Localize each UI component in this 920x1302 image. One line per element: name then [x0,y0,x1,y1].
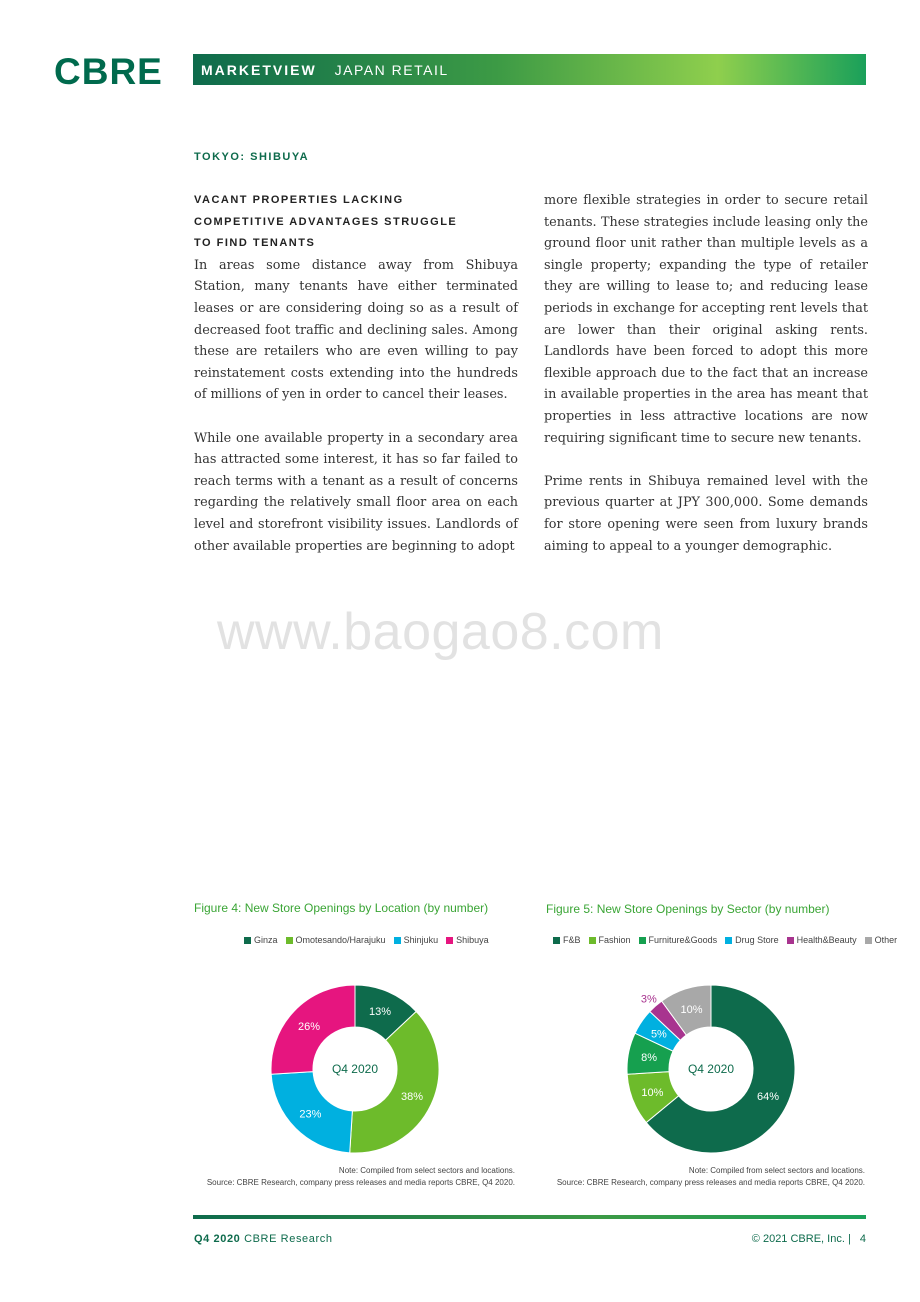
legend-swatch [446,937,453,944]
figure-5-title: Figure 5: New Store Openings by Sector (by number) [546,902,830,916]
legend-label: Fashion [598,935,631,945]
legend-swatch [244,937,251,944]
legend-swatch [787,937,794,944]
footer-left [194,1233,333,1245]
footer-research: CBRE Research [244,1233,333,1245]
figure-5-donut-chart [626,984,796,1154]
footer-right [752,1233,866,1245]
note-text: Note: Compiled from select sectors and locations. [688,1166,865,1175]
article-heading [194,190,518,255]
report-title: JAPAN RETAIL [334,61,449,78]
marketview-label: MARKETVIEW [201,61,317,78]
legend-item [553,935,581,945]
footer-rule [193,1215,866,1219]
donut-data-label: 10% [680,1004,703,1017]
figure-5-legend [553,935,905,945]
donut-data-label: 23% [299,1108,322,1121]
source-text: Source: CBRE Research, company press releases and media reports CBRE, Q4 2020. [556,1178,865,1187]
paragraph: Prime rents in Shibuya remained level with the previous quarter at JPY 300,000. Some demands for store opening were seen from luxury brands aiming to appeal to a younger demographic. [544,473,868,554]
source-text: Source: CBRE Research, company press releases and media reports CBRE, Q4 2020. [206,1178,515,1187]
legend-swatch [865,937,872,944]
heading-line: COMPETITIVE ADVANTAGES STRUGGLE [194,215,458,228]
legend-item [589,935,631,945]
donut-data-label: 8% [641,1052,658,1065]
donut-data-label: 26% [298,1020,321,1033]
legend-item [244,935,278,945]
legend-swatch [639,937,646,944]
legend-label: Drug Store [735,935,779,945]
legend-item [446,935,489,945]
figure-4-title: Figure 4: New Store Openings by Location (by number) [194,901,489,915]
legend-label: Furniture&Goods [648,935,718,945]
legend-label: Shinjuku [403,935,439,945]
legend-item [639,935,718,945]
legend-label: F&B [563,935,581,945]
legend-swatch [286,937,293,944]
donut-data-label: 10% [641,1087,664,1100]
figure-5-note [557,1165,865,1189]
article-right-column [544,190,868,579]
legend-label: Omotesando/Harajuku [295,935,386,945]
note-text: Note: Compiled from select sectors and locations. [338,1166,515,1175]
section-label: TOKYO: SHIBUYA [194,151,310,163]
donut-data-label: 5% [650,1028,667,1041]
paragraph: more flexible strategies in order to secure retail tenants. These strategies include leasing only the ground floor unit rather than multiple levels as a single property; expanding the type of retailer they are willing to lease to; and reducing lease periods in exchange for accepting rent levels that are lower than their original asking rents. Landlords have been forced to adopt this more flexible approach due to the fact that an increase in available properties in the area has meant that properties in less attractive locations are now requiring significant time to secure new tenants. [544,193,868,446]
cbre-logo: CBRE [54,51,163,92]
legend-label: Health&Beauty [796,935,857,945]
heading-line: TO FIND TENANTS [194,237,316,250]
paragraph: In areas some distance away from Shibuya Station, many tenants have either terminated leases or are considering doing so as a result of decreased foot traffic and declining sales. Among these are retailers who are even willing to pay reinstatement costs extending into the hundreds of millions of yen in order to cancel their leases. [194,257,518,403]
donut-data-label: 38% [400,1090,424,1103]
donut-slice-omotesando-harajuku [350,1011,439,1153]
legend-item [865,935,898,945]
legend-label: Ginza [254,935,278,945]
legend-swatch [553,937,560,944]
figure-4-donut-chart [270,984,440,1154]
legend-swatch [394,937,401,944]
legend-item [725,935,779,945]
figure-4-legend [244,935,497,945]
watermark: www.baogao8.com [217,603,664,661]
donut-center-label: Q4 2020 [331,1062,379,1076]
legend-label: Other [874,935,898,945]
footer-quarter: Q4 2020 [194,1233,241,1245]
heading-line: VACANT PROPERTIES LACKING [194,194,404,206]
legend-item [286,935,386,945]
footer-copyright: © 2021 CBRE, Inc. | [751,1233,851,1245]
legend-swatch [589,937,596,944]
donut-data-label: 13% [369,1006,392,1019]
figure-4-note [207,1165,515,1189]
donut-data-label: 3% [640,993,657,1006]
legend-item [394,935,439,945]
legend-swatch [725,937,732,944]
page-number: 4 [859,1233,866,1245]
donut-center-label: Q4 2020 [687,1062,735,1076]
header-banner [193,54,866,85]
legend-item [787,935,857,945]
donut-data-label: 64% [756,1090,780,1103]
paragraph: While one available property in a secondary area has attracted some interest, it has so far failed to reach terms with a tenant as a result of concerns regarding the relatively small floor area on each level and storefront visibility issues. Landlords of other available properties are beginning to adopt [194,430,518,554]
legend-label: Shibuya [456,935,489,945]
article-left-column [194,190,518,579]
